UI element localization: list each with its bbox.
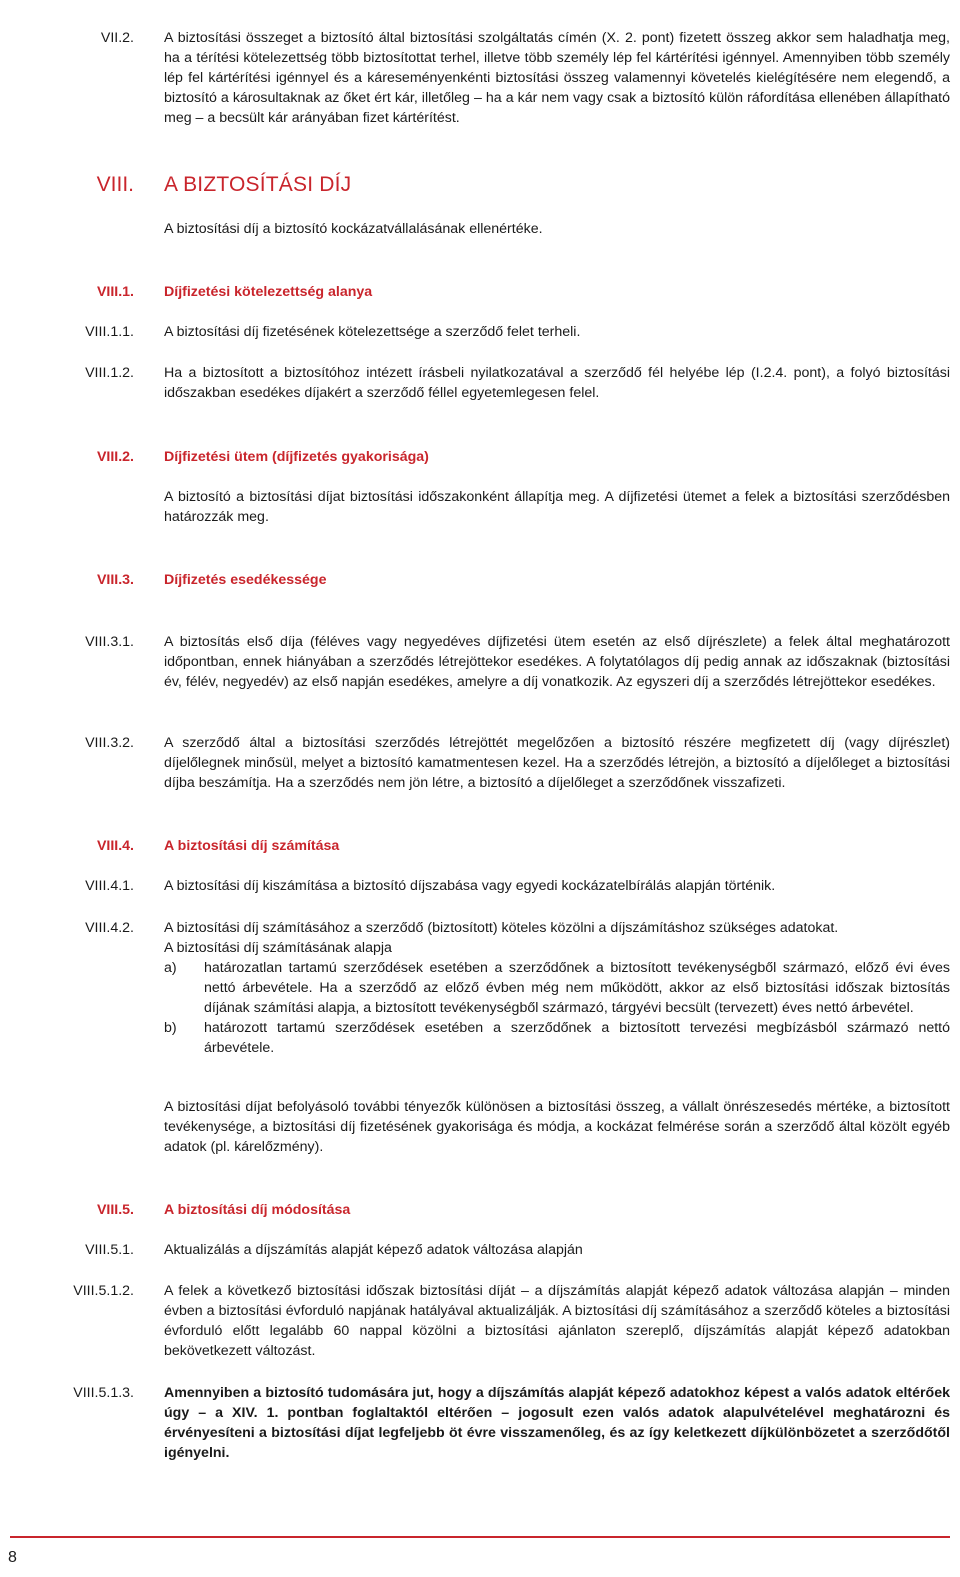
paragraph-group bbox=[164, 918, 950, 1058]
subsection-number: VIII.3.1. bbox=[85, 634, 134, 650]
section-number: VIII.3. bbox=[96, 572, 134, 588]
subsection-number: VIII.1.1. bbox=[85, 324, 134, 340]
chapter-title: A BIZTOSÍTÁSI DÍJ bbox=[164, 173, 352, 196]
paragraph: Ha a biztosított a biztosítóhoz intézett írásbeli nyilatkozatával a szerződő fél helyébe lép (I.2.4. pont), a folyó biztosítási időszakban esedékes díjakért a szerződő féllel egyetemlegesen felel. bbox=[164, 365, 950, 401]
paragraph: Aktualizálás a díjszámítás alapját képező adatok változása alapján bbox=[164, 1242, 583, 1258]
subsection-number: VIII.1.2. bbox=[85, 365, 134, 381]
list-item-text: határozatlan tartamú szerződések esetében a szerződőnek a biztosított tevékenységből származó, előző évi éves nettó árbevétele. Ha a szerződő az előző évben még nem működött, akkor az első biztosítási időszak biztosítás díjának számítási alapja, a biztosított tevékenységből származó, tárgyévi becsült (tervezett) éves nettó árbevétel. bbox=[204, 960, 950, 1016]
section-number: VII.2. bbox=[100, 30, 134, 46]
paragraph: A biztosító a biztosítási díjat biztosítási időszakonként állapítja meg. A díjfizetési ütemet a felek a biztosítási szerződésben határozzák meg. bbox=[164, 489, 950, 525]
subsection-number: VIII.5.1.3. bbox=[73, 1385, 134, 1401]
subsection-number: VIII.5.1. bbox=[85, 1242, 134, 1258]
section-heading: Díjfizetési ütem (díjfizetés gyakorisága) bbox=[164, 449, 429, 465]
section-number: VIII.4. bbox=[96, 838, 134, 854]
list-marker: b) bbox=[164, 1020, 177, 1036]
paragraph: A biztosítási összeget a biztosító által biztosítási szolgáltatás címén (X. 2. pont) fizetett összeg akkor sem haladhatja meg, ha a térítési kötelezettség több biztosítottat terhel, illetve több személy lép fel kártérítési igénnyel. Amennyiben több személy lép fel kártérítési igénnyel és a káreseményenkénti biztosítási összeg valamennyi követelés kielégítésére nem elegendő, a biztosító a károsultaknak az őket ért kár, illetőleg – ha a kár nem vagy csak a biztosító külön ráfordítása ellenében állapítható meg – a becsült kár arányában fizet kártérítést. bbox=[164, 30, 950, 126]
paragraph: A biztosítási díj számításának alapja bbox=[164, 940, 392, 956]
section-number: VIII.1. bbox=[96, 284, 134, 300]
subsection-number: VIII.5.1.2. bbox=[73, 1283, 134, 1299]
paragraph: A biztosítási díj kiszámítása a biztosító díjszabása vagy egyedi kockázatelbírálás alapján történik. bbox=[164, 878, 776, 894]
section-heading: Díjfizetés esedékessége bbox=[164, 572, 327, 588]
chapter-number: VIII. bbox=[96, 173, 134, 196]
paragraph: A biztosítás első díja (féléves vagy negyedéves díjfizetési ütem esetén az első díjrészlete) a felek által meghatározott időpontban, ennek hiányában a szerződés létrejöttekor esedékes. A folytatólagos díj pedig annak az időszaknak (biztosítási év, félév, negyedév) az első napján esedékes, amelyre a díj vonatkozik. Az egyszeri díj a szerződés létrejöttekor esedékes. bbox=[164, 634, 950, 690]
subsection-number: VIII.4.1. bbox=[85, 878, 134, 894]
subsection-number: VIII.4.2. bbox=[85, 920, 134, 936]
section-heading: A biztosítási díj számítása bbox=[164, 838, 340, 854]
section-number: VIII.2. bbox=[96, 449, 134, 465]
list-item bbox=[164, 1018, 950, 1058]
paragraph: A felek a következő biztosítási időszak biztosítási díját – a díjszámítás alapját képező adatok változása alapján – minden évben a biztosítási évforduló napjának hatályával aktualizálják. A biztosítási díj számításához a szerződő köteles a biztosítási évforduló előtt legalább 60 nappal közölni a biztosítási ajánlaton szereplő, díjszámítás alapját képező adatokban bekövetkezett változást. bbox=[164, 1283, 950, 1359]
section-heading: Díjfizetési kötelezettség alanya bbox=[164, 284, 373, 300]
page-number: 8 bbox=[8, 1549, 17, 1566]
subsection-number: VIII.3.2. bbox=[85, 735, 134, 751]
section-number: VIII.5. bbox=[96, 1202, 134, 1218]
list-item bbox=[164, 958, 950, 1018]
footer-divider bbox=[10, 1536, 950, 1538]
paragraph-emphasized: Amennyiben a biztosító tudomására jut, hogy a díjszámítás alapját képező adatokhoz képest a valós adatok eltérőek úgy – a XIV. 1. pontban foglaltaktól eltérően – jogosult ezen valós adatok alapulvételével meghatározni és érvényesíteni a biztosítási díjat legfeljebb öt évre visszamenőleg, és az így keletkezett díjkülönbözetet a szerződőtől igényelni. bbox=[164, 1385, 950, 1461]
paragraph: A biztosítási díjat befolyásoló további tényezők különösen a biztosítási összeg, a vállalt önrészesedés mértéke, a biztosított tevékenysége, a biztosítási díj fizetésének gyakorisága és módja, a kockázat felmérése során a szerződő által közölt egyéb adatok (pl. kárelőzmény). bbox=[164, 1099, 950, 1155]
paragraph: A szerződő által a biztosítási szerződés létrejöttét megelőzően a biztosító részére megfizetett díj (vagy díjrészlet) díjelőlegnek minősül, melyet a biztosító kamatmentesen kezel. Ha a szerződés létrejön, a biztosító a díjelőleget a biztosítási díjba beszámítja. Ha a szerződés nem jön létre, a biztosító a díjelőleget a szerződőnek visszafizeti. bbox=[164, 735, 950, 791]
list-item-text: határozott tartamú szerződések esetében a szerződőnek a biztosított tervezési megbízásból származó nettó árbevétele. bbox=[204, 1020, 950, 1056]
section-heading: A biztosítási díj módosítása bbox=[164, 1202, 351, 1218]
paragraph: A biztosítási díj számításához a szerződő (biztosított) köteles közölni a díjszámításhoz szükséges adatokat. bbox=[164, 920, 839, 936]
chapter-intro: A biztosítási díj a biztosító kockázatvállalásának ellenértéke. bbox=[164, 221, 543, 237]
paragraph: A biztosítási díj fizetésének kötelezettsége a szerződő felet terheli. bbox=[164, 324, 581, 340]
list-marker: a) bbox=[164, 960, 177, 976]
